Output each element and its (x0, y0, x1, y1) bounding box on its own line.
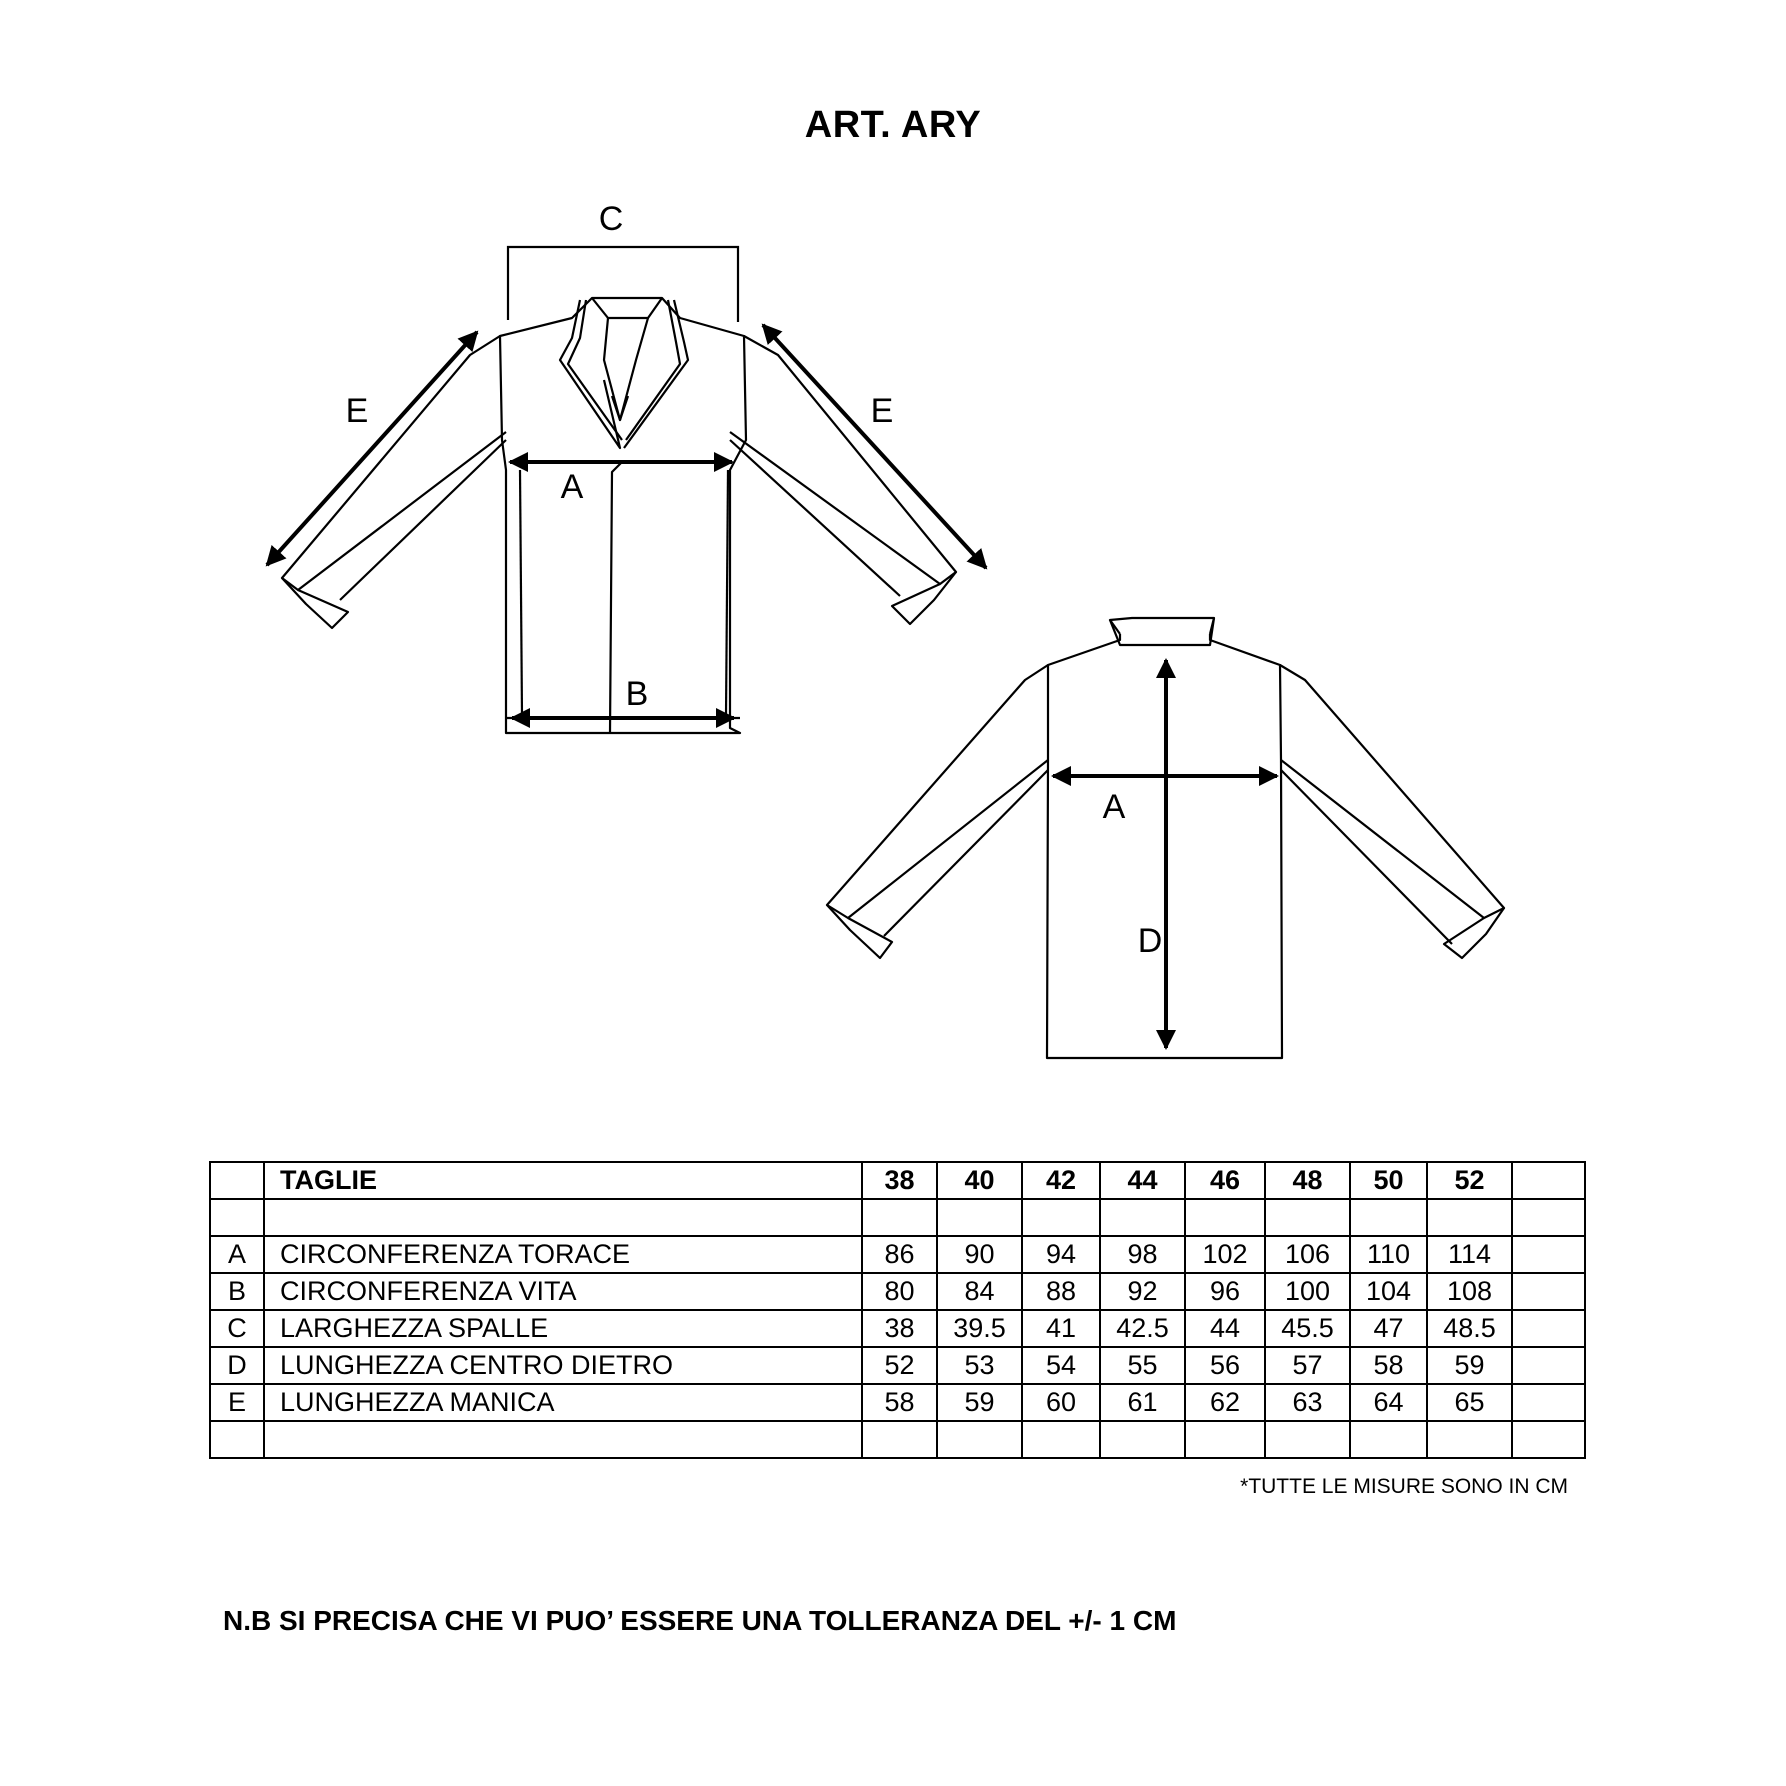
measure-value: 80 (862, 1273, 937, 1310)
measure-code (210, 1421, 264, 1458)
size-header-cell: 46 (1185, 1162, 1265, 1199)
measure-value: 61 (1100, 1384, 1185, 1421)
label-e-right: E (870, 392, 894, 430)
measure-value (1265, 1199, 1350, 1236)
extra-cell (1512, 1421, 1585, 1458)
measure-label: LARGHEZZA SPALLE (264, 1310, 862, 1347)
table-row (210, 1421, 1585, 1458)
measure-code: E (210, 1384, 264, 1421)
measure-value (1350, 1199, 1427, 1236)
label-b: B (625, 675, 649, 713)
measure-label: LUNGHEZZA CENTRO DIETRO (264, 1347, 862, 1384)
measure-label: LUNGHEZZA MANICA (264, 1384, 862, 1421)
size-header-row (210, 1162, 1585, 1199)
measure-value: 58 (1350, 1347, 1427, 1384)
measure-value: 62 (1185, 1384, 1265, 1421)
measure-value: 48.5 (1427, 1310, 1512, 1347)
size-rows (210, 1199, 1585, 1458)
back-measurements (1053, 660, 1277, 1048)
label-c: C (598, 200, 624, 238)
front-jacket-drawing (282, 298, 956, 733)
label-e-left: E (345, 392, 369, 430)
extra-cell (1512, 1236, 1585, 1273)
measure-value (1185, 1199, 1265, 1236)
measure-value (862, 1421, 937, 1458)
measure-value: 114 (1427, 1236, 1512, 1273)
table-row (210, 1347, 1585, 1384)
measure-value: 96 (1185, 1273, 1265, 1310)
measure-label (264, 1421, 862, 1458)
extra-cell (1512, 1384, 1585, 1421)
measure-value: 100 (1265, 1273, 1350, 1310)
unit-note: *TUTTE LE MISURE SONO IN CM (1240, 1475, 1568, 1498)
table-row (210, 1310, 1585, 1347)
measure-value: 59 (1427, 1347, 1512, 1384)
size-chart-table (209, 1161, 1586, 1459)
code-cell (210, 1162, 264, 1199)
measure-value: 60 (1022, 1384, 1100, 1421)
measure-value: 56 (1185, 1347, 1265, 1384)
size-header-cell: 42 (1022, 1162, 1100, 1199)
measure-value (937, 1421, 1022, 1458)
measure-code (210, 1199, 264, 1236)
measure-value: 59 (937, 1384, 1022, 1421)
measure-code: A (210, 1236, 264, 1273)
extra-cell (1512, 1347, 1585, 1384)
measure-value: 94 (1022, 1236, 1100, 1273)
measure-value (1185, 1421, 1265, 1458)
sizes-label: TAGLIE (264, 1162, 862, 1199)
label-a-back: A (1102, 788, 1126, 826)
measure-value: 108 (1427, 1273, 1512, 1310)
extra-cell (1512, 1310, 1585, 1347)
measure-value: 63 (1265, 1384, 1350, 1421)
measure-value: 58 (862, 1384, 937, 1421)
measure-value: 42.5 (1100, 1310, 1185, 1347)
measure-value (1265, 1421, 1350, 1458)
measure-code: B (210, 1273, 264, 1310)
measure-value (1100, 1199, 1185, 1236)
table-row (210, 1384, 1585, 1421)
measure-value: 57 (1265, 1347, 1350, 1384)
extra-cell (1512, 1162, 1585, 1199)
measure-value (1022, 1421, 1100, 1458)
measure-value: 110 (1350, 1236, 1427, 1273)
measure-value: 52 (862, 1347, 937, 1384)
extra-cell (1512, 1273, 1585, 1310)
measure-value: 84 (937, 1273, 1022, 1310)
label-d: D (1137, 922, 1163, 960)
measure-value: 54 (1022, 1347, 1100, 1384)
size-header-cell: 40 (937, 1162, 1022, 1199)
label-a-front: A (560, 468, 584, 506)
measure-value: 102 (1185, 1236, 1265, 1273)
measure-value (1100, 1421, 1185, 1458)
measure-value: 55 (1100, 1347, 1185, 1384)
measure-code: D (210, 1347, 264, 1384)
measure-value: 88 (1022, 1273, 1100, 1310)
size-header-cell: 50 (1350, 1162, 1427, 1199)
measure-value (1022, 1199, 1100, 1236)
table-row (210, 1273, 1585, 1310)
size-header-cell: 38 (862, 1162, 937, 1199)
measure-value: 106 (1265, 1236, 1350, 1273)
dimension-e-arrow-right (763, 325, 986, 568)
table-row (210, 1199, 1585, 1236)
tolerance-note: N.B SI PRECISA CHE VI PUO’ ESSERE UNA TOLLERANZA DEL +/- 1 CM (223, 1605, 1177, 1636)
measure-label: CIRCONFERENZA TORACE (264, 1236, 862, 1273)
measure-value: 38 (862, 1310, 937, 1347)
measure-value: 64 (1350, 1384, 1427, 1421)
table-row (210, 1236, 1585, 1273)
measure-value: 47 (1350, 1310, 1427, 1347)
measure-code: C (210, 1310, 264, 1347)
measure-value: 45.5 (1265, 1310, 1350, 1347)
measure-value: 92 (1100, 1273, 1185, 1310)
size-header-cell: 44 (1100, 1162, 1185, 1199)
measure-value: 44 (1185, 1310, 1265, 1347)
measure-value: 41 (1022, 1310, 1100, 1347)
measure-value (1427, 1421, 1512, 1458)
article-title: ART. ARY (804, 104, 982, 146)
measure-value: 65 (1427, 1384, 1512, 1421)
dimension-e-arrow-left (267, 332, 477, 565)
measure-value: 39.5 (937, 1310, 1022, 1347)
measure-value (1350, 1421, 1427, 1458)
measure-value (1427, 1199, 1512, 1236)
dimension-c-bracket (508, 247, 738, 322)
measure-label: CIRCONFERENZA VITA (264, 1273, 862, 1310)
measure-value: 104 (1350, 1273, 1427, 1310)
measure-value: 90 (937, 1236, 1022, 1273)
measure-value: 86 (862, 1236, 937, 1273)
measure-value: 53 (937, 1347, 1022, 1384)
size-header-cell: 52 (1427, 1162, 1512, 1199)
extra-cell (1512, 1199, 1585, 1236)
size-header-cell: 48 (1265, 1162, 1350, 1199)
measure-value: 98 (1100, 1236, 1185, 1273)
measure-label (264, 1199, 862, 1236)
measure-value (937, 1199, 1022, 1236)
measure-value (862, 1199, 937, 1236)
